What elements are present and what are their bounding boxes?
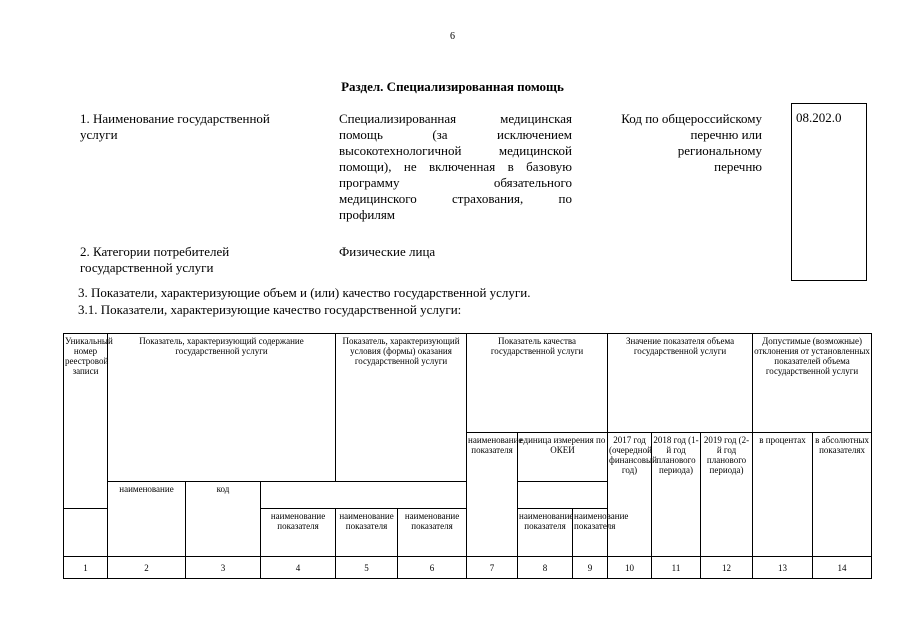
column-number: 14 bbox=[813, 557, 872, 579]
service-name-label-line: услуги bbox=[80, 127, 118, 142]
column-number: 12 bbox=[701, 557, 753, 579]
header-unique-number: Уникальный номер реестровой записи bbox=[64, 334, 108, 509]
quality-indicators-table bbox=[63, 333, 872, 579]
header-conditions-indicator: Показатель, характеризующий условия (формы) оказания государственной услуги bbox=[336, 334, 467, 482]
subheader-conditions-name: наименование показателя bbox=[518, 509, 573, 557]
column-number: 2 bbox=[108, 557, 186, 579]
column-number: 4 bbox=[261, 557, 336, 579]
column-number: 6 bbox=[398, 557, 467, 579]
registry-code-box bbox=[791, 103, 867, 281]
registry-code-label-line: Код по общероссийскому bbox=[621, 111, 762, 126]
registry-code-label-line: перечню bbox=[714, 159, 762, 174]
service-name-value-line: медицинского страхования, по bbox=[339, 191, 572, 206]
service-name-value-line: помощь (за исключением bbox=[339, 127, 572, 142]
consumer-category-label bbox=[80, 244, 320, 276]
header-unit-code: код bbox=[186, 482, 261, 557]
subheader-content-name: наименование показателя bbox=[398, 509, 467, 557]
service-name-label-line: 1. Наименование государственной bbox=[80, 111, 270, 126]
column-number: 5 bbox=[336, 557, 398, 579]
service-name-value-line: Специализированная медицинская bbox=[339, 111, 572, 126]
column-number: 9 bbox=[573, 557, 608, 579]
header-deviation-absolute: в абсолютных показателях bbox=[813, 433, 872, 557]
header-indicator-name: наименование показателя bbox=[467, 433, 518, 557]
registry-code-value: 08.202.0 bbox=[796, 110, 842, 125]
service-name-value-line: высокотехнологичной медицинской bbox=[339, 143, 572, 158]
subheader-conditions-name: наименование показателя bbox=[573, 509, 608, 557]
consumer-category-label-line: государственной услуги bbox=[80, 260, 214, 275]
consumer-category-label-line: 2. Категории потребителей bbox=[80, 244, 230, 259]
header-year-2018: 2018 год (1-й год планового периода) bbox=[652, 433, 701, 557]
subheader-content-name: наименование показателя bbox=[336, 509, 398, 557]
service-name-value-line: профилям bbox=[339, 207, 396, 222]
quality-indicators-heading: 3.1. Показатели, характеризующие качество государственной услуги: bbox=[78, 302, 462, 317]
section-title: Раздел. Специализированная помощь bbox=[341, 79, 564, 94]
empty-cell bbox=[64, 509, 108, 557]
registry-code-label-line: региональному bbox=[677, 143, 762, 158]
header-unit-okei: единица измерения по ОКЕИ bbox=[518, 433, 608, 482]
column-number: 10 bbox=[608, 557, 652, 579]
header-allowed-deviation: Допустимые (возможные) отклонения от установленных показателей объема государственной услуги bbox=[753, 334, 872, 433]
column-number: 7 bbox=[467, 557, 518, 579]
header-content-indicator: Показатель, характеризующий содержание государственной услуги bbox=[108, 334, 336, 482]
header-year-2019: 2019 год (2-й год планового периода) bbox=[701, 433, 753, 557]
column-number: 3 bbox=[186, 557, 261, 579]
registry-code-label bbox=[590, 111, 762, 175]
header-deviation-percent: в процентах bbox=[753, 433, 813, 557]
service-name-value-line: помощи), не включенная в базовую bbox=[339, 159, 572, 174]
header-year-2017: 2017 год (очередной финансовый год) bbox=[608, 433, 652, 557]
header-unit-name: наименование bbox=[108, 482, 186, 557]
column-number: 13 bbox=[753, 557, 813, 579]
column-number: 8 bbox=[518, 557, 573, 579]
header-volume-value: Значение показателя объема государственной услуги bbox=[608, 334, 753, 433]
consumer-category-value: Физические лица bbox=[339, 244, 436, 259]
subheader-content-name: наименование показателя bbox=[261, 509, 336, 557]
page-number: 6 bbox=[450, 31, 455, 42]
header-quality-indicator: Показатель качества государственной услуги bbox=[467, 334, 608, 433]
column-number: 11 bbox=[652, 557, 701, 579]
service-name-label bbox=[80, 111, 320, 143]
service-name-value-line: программу обязательного bbox=[339, 175, 572, 190]
service-name-value bbox=[339, 111, 572, 223]
indicators-heading: 3. Показатели, характеризующие объем и (или) качество государственной услуги. bbox=[78, 285, 531, 300]
registry-code-label-line: перечню или bbox=[690, 127, 762, 142]
column-number: 1 bbox=[64, 557, 108, 579]
